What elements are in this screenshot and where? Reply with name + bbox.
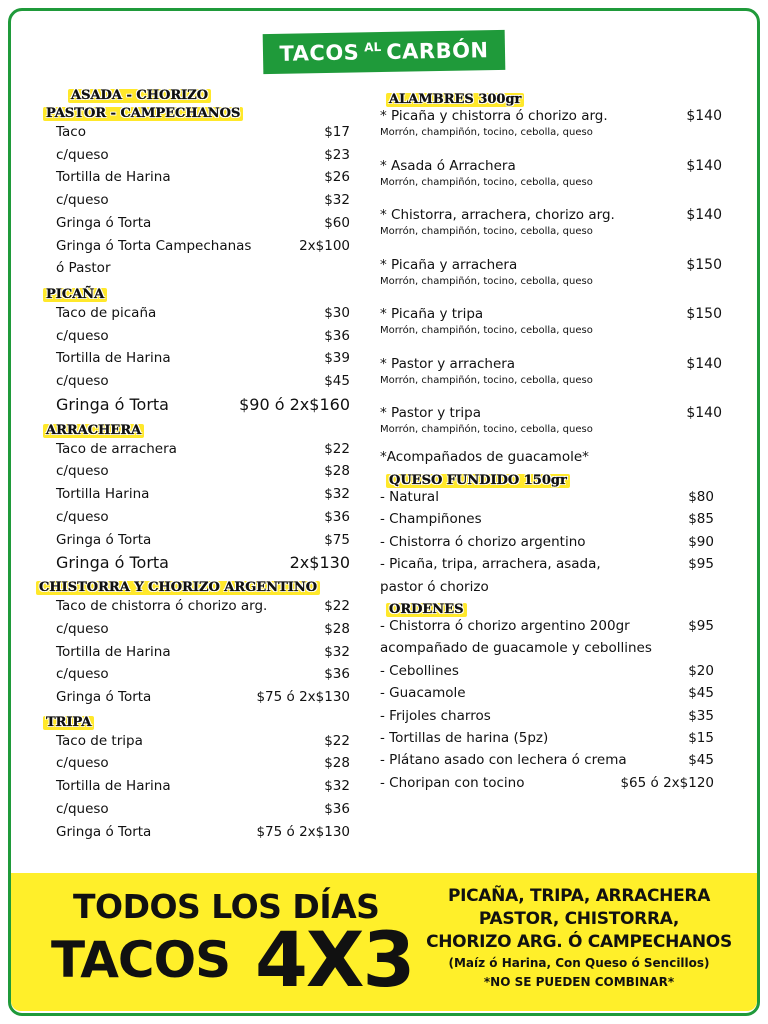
- item-price: $28: [324, 463, 350, 480]
- menu-item: [380, 749, 722, 771]
- menu-item: [380, 660, 722, 682]
- item-price: $90: [688, 533, 714, 550]
- promo-line: PICAÑA, TRIPA, ARRACHERA: [447, 886, 711, 906]
- item-price: $39: [324, 350, 350, 367]
- item-price: $85: [688, 511, 714, 528]
- item-name: ó Pastor: [56, 260, 111, 277]
- item-name: Tortilla de Harina: [56, 778, 171, 795]
- item-name: Tortilla de Harina: [56, 643, 171, 660]
- item-price: $15: [688, 730, 714, 747]
- item-name: - Champiñones: [380, 511, 482, 528]
- item-price: $36: [324, 666, 350, 683]
- item-price: $95: [688, 618, 714, 635]
- alambre-item: [380, 207, 722, 239]
- item-description: Morrón, champiñón, tocino, cebolla, queso: [380, 325, 593, 336]
- item-name: c/queso: [56, 327, 109, 344]
- item-price: $80: [688, 489, 714, 505]
- item-name: * Chistorra, arrachera, chorizo arg.: [380, 207, 615, 223]
- item-name: * Pastor y arrachera: [380, 355, 516, 372]
- item-price: $30: [324, 304, 350, 321]
- item-price: $150: [686, 256, 722, 273]
- menu-item: [38, 370, 350, 393]
- menu-item: [38, 438, 350, 461]
- section-header: ASADA - CHORIZO: [68, 89, 211, 103]
- menu-item: [38, 775, 350, 798]
- menu-item: [38, 212, 350, 235]
- item-name: Gringa ó Torta: [56, 214, 152, 231]
- item-description: Morrón, champiñón, tocino, cebolla, queso: [380, 374, 593, 386]
- item-name: c/queso: [56, 620, 109, 637]
- item-name: - Chistorra ó chorizo argentino 200gr: [380, 618, 630, 635]
- promo-line: CHORIZO ARG. Ó CAMPECHANOS: [426, 932, 732, 952]
- section-alambres: [380, 88, 722, 467]
- item-price: 2x$130: [289, 553, 350, 573]
- title-part3: CARBÓN: [386, 38, 489, 64]
- menu-item: [38, 529, 350, 552]
- item-name: - Tortillas de harina (5pz): [380, 730, 549, 747]
- section-picana: [38, 283, 350, 416]
- item-price: $36: [324, 800, 350, 817]
- menu-item: [380, 615, 722, 637]
- item-name: - Natural: [380, 489, 439, 505]
- section-header: CHISTORRA Y CHORIZO ARGENTINO: [36, 581, 320, 595]
- menu-item: [38, 730, 350, 753]
- menu-item: [38, 618, 350, 641]
- promo-details: [409, 885, 749, 992]
- item-price: $75 ó 2x$130: [256, 823, 350, 840]
- section-queso: [380, 469, 722, 598]
- item-price: $60: [324, 214, 350, 231]
- item-name: - Frijoles charros: [380, 707, 491, 724]
- menu-item: [38, 483, 350, 506]
- item-continuation: pastor ó chorizo: [380, 578, 489, 595]
- promo-tacos: TACOS: [51, 931, 231, 989]
- section-header: QUESO FUNDIDO 150gr: [386, 474, 570, 488]
- item-description: Morrón, champiñón, tocino, cebolla, queso: [380, 127, 593, 138]
- item-name: * Picaña y tripa: [380, 306, 484, 322]
- item-price: $75: [324, 531, 350, 548]
- menu-item: [380, 531, 722, 553]
- menu-item: [38, 235, 350, 258]
- item-name: Gringa ó Torta Campechanas: [56, 237, 252, 254]
- menu-item: [38, 347, 350, 370]
- item-continuation: acompañado de guacamole y cebollines: [380, 640, 652, 657]
- item-name: Taco de arrachera: [56, 440, 177, 457]
- promo-subline: *NO SE PUEDEN COMBINAR*: [483, 975, 675, 989]
- menu-item: [380, 553, 722, 575]
- menu-item: [38, 641, 350, 664]
- item-description: Morrón, champiñón, tocino, cebolla, queso: [380, 275, 593, 287]
- item-name: Tortilla de Harina: [56, 169, 171, 186]
- menu-item: [380, 727, 722, 749]
- item-price: $36: [324, 327, 350, 344]
- menu-item: [380, 508, 722, 530]
- menu-item: [38, 821, 350, 844]
- item-price: $95: [688, 556, 714, 573]
- item-name: Taco de chistorra ó chorizo arg.: [56, 598, 268, 615]
- section-ordenes: [380, 598, 722, 794]
- item-name: Gringa ó Torta: [56, 553, 169, 573]
- menu-item: [38, 257, 350, 280]
- menu-item: [380, 486, 722, 508]
- item-name: - Choripan con tocino: [380, 774, 525, 791]
- menu-item: [38, 166, 350, 189]
- item-name: c/queso: [56, 192, 109, 209]
- item-price: $140: [686, 355, 722, 372]
- item-price: $65 ó 2x$120: [620, 774, 714, 791]
- item-description: Morrón, champiñón, tocino, cebolla, queso: [380, 424, 593, 435]
- section-header: ORDENES: [386, 603, 467, 617]
- item-description: Morrón, champiñón, tocino, cebolla, queso: [380, 226, 593, 237]
- item-name: c/queso: [56, 463, 109, 480]
- section-header: PICAÑA: [43, 288, 107, 302]
- item-price: $26: [324, 169, 350, 186]
- item-name: - Chistorra ó chorizo argentino: [380, 533, 586, 550]
- item-price: $32: [324, 192, 350, 209]
- menu-item: [38, 393, 350, 416]
- section-header: PASTOR - CAMPECHANOS: [43, 107, 243, 121]
- section-asada: [38, 84, 350, 280]
- promo-deal: 4X3: [255, 915, 414, 1004]
- promo-subline: (Maíz ó Harina, Con Queso ó Sencillos): [448, 956, 710, 970]
- item-price: $75 ó 2x$130: [256, 689, 350, 706]
- item-name: Taco: [56, 124, 86, 140]
- item-price: $32: [324, 486, 350, 503]
- item-price: $90 ó 2x$160: [239, 394, 350, 414]
- section-header: ARRACHERA: [43, 424, 144, 438]
- menu-item: [38, 506, 350, 529]
- alambre-item: [380, 257, 722, 289]
- alambre-item: [380, 158, 722, 190]
- menu-item: [38, 460, 350, 483]
- item-name: c/queso: [56, 666, 109, 683]
- item-name: - Picaña, tripa, arrachera, asada,: [380, 556, 601, 573]
- promo-banner: [11, 873, 757, 1011]
- item-name: - Guacamole: [380, 685, 466, 702]
- item-name: Tortilla Harina: [56, 486, 150, 503]
- item-price: $150: [686, 306, 722, 322]
- section-header: ALAMBRES 300gr: [386, 93, 524, 107]
- item-name: c/queso: [56, 373, 109, 390]
- alambre-item: [380, 356, 722, 388]
- item-name: * Picaña y chistorra ó chorizo arg.: [380, 108, 608, 124]
- section-tripa: [38, 711, 350, 844]
- menu-item: [38, 121, 350, 144]
- item-price: $32: [324, 643, 350, 660]
- item-name: Taco de tripa: [56, 732, 143, 749]
- item-name: Gringa ó Torta: [56, 394, 169, 414]
- right-column: [380, 88, 722, 794]
- section-header: TRIPA: [43, 716, 94, 730]
- menu-item: [38, 798, 350, 821]
- menu-item: [38, 325, 350, 348]
- menu-item: [380, 772, 722, 794]
- title-part1: TACOS: [279, 40, 360, 66]
- promo-todos: TODOS LOS DÍAS: [73, 887, 380, 926]
- item-price: $28: [324, 620, 350, 637]
- alambre-item: [380, 405, 722, 437]
- alambre-item: [380, 108, 722, 140]
- item-name: - Cebollines: [380, 662, 459, 679]
- menu-item: [380, 705, 722, 727]
- menu-item: [38, 752, 350, 775]
- promo-line: PASTOR, CHISTORRA,: [478, 909, 680, 929]
- item-price: $45: [324, 373, 350, 390]
- menu-item: [38, 663, 350, 686]
- item-price: $140: [686, 207, 722, 223]
- item-price: $36: [324, 508, 350, 525]
- item-name: Gringa ó Torta: [56, 531, 152, 548]
- menu-item: [38, 595, 350, 618]
- item-name: Gringa ó Torta: [56, 689, 152, 706]
- item-price: $23: [324, 146, 350, 163]
- menu-item: [38, 686, 350, 709]
- item-price: $22: [324, 732, 350, 749]
- item-name: * Pastor y tripa: [380, 405, 481, 421]
- menu-item: [380, 682, 722, 704]
- item-price: $140: [686, 108, 722, 124]
- item-price: $17: [324, 124, 350, 140]
- item-price: $28: [324, 755, 350, 772]
- menu-item: [38, 189, 350, 212]
- item-name: Gringa ó Torta: [56, 823, 152, 840]
- section-arrachera: [38, 419, 350, 575]
- item-price: $22: [324, 598, 350, 615]
- menu-item: [38, 551, 350, 574]
- item-price: $45: [688, 685, 714, 702]
- guacamole-note: *Acompañados de guacamole*: [380, 449, 589, 465]
- item-price: $140: [686, 405, 722, 421]
- item-name: c/queso: [56, 508, 109, 525]
- item-price: $22: [324, 440, 350, 457]
- item-name: Taco de picaña: [56, 304, 157, 321]
- item-name: Tortilla de Harina: [56, 350, 171, 367]
- title-banner: [263, 30, 506, 74]
- item-name: * Asada ó Arrachera: [380, 157, 516, 174]
- item-name: c/queso: [56, 146, 109, 163]
- item-name: - Plátano asado con lechera ó crema: [380, 752, 627, 769]
- menu-item: [38, 144, 350, 167]
- item-price: $35: [688, 707, 714, 724]
- item-price: $32: [324, 778, 350, 795]
- menu-item: [38, 302, 350, 325]
- item-name: c/queso: [56, 800, 109, 817]
- item-description: Morrón, champiñón, tocino, cebolla, queso: [380, 176, 593, 188]
- section-chistorra: [38, 576, 350, 709]
- item-price: $45: [688, 752, 714, 769]
- item-price: $20: [688, 662, 714, 679]
- alambre-item: [380, 306, 722, 338]
- left-column: [38, 84, 350, 843]
- item-price: $140: [686, 157, 722, 174]
- item-name: * Picaña y arrachera: [380, 256, 518, 273]
- item-name: c/queso: [56, 755, 109, 772]
- title-part2: AL: [364, 40, 382, 55]
- item-price: 2x$100: [299, 237, 350, 254]
